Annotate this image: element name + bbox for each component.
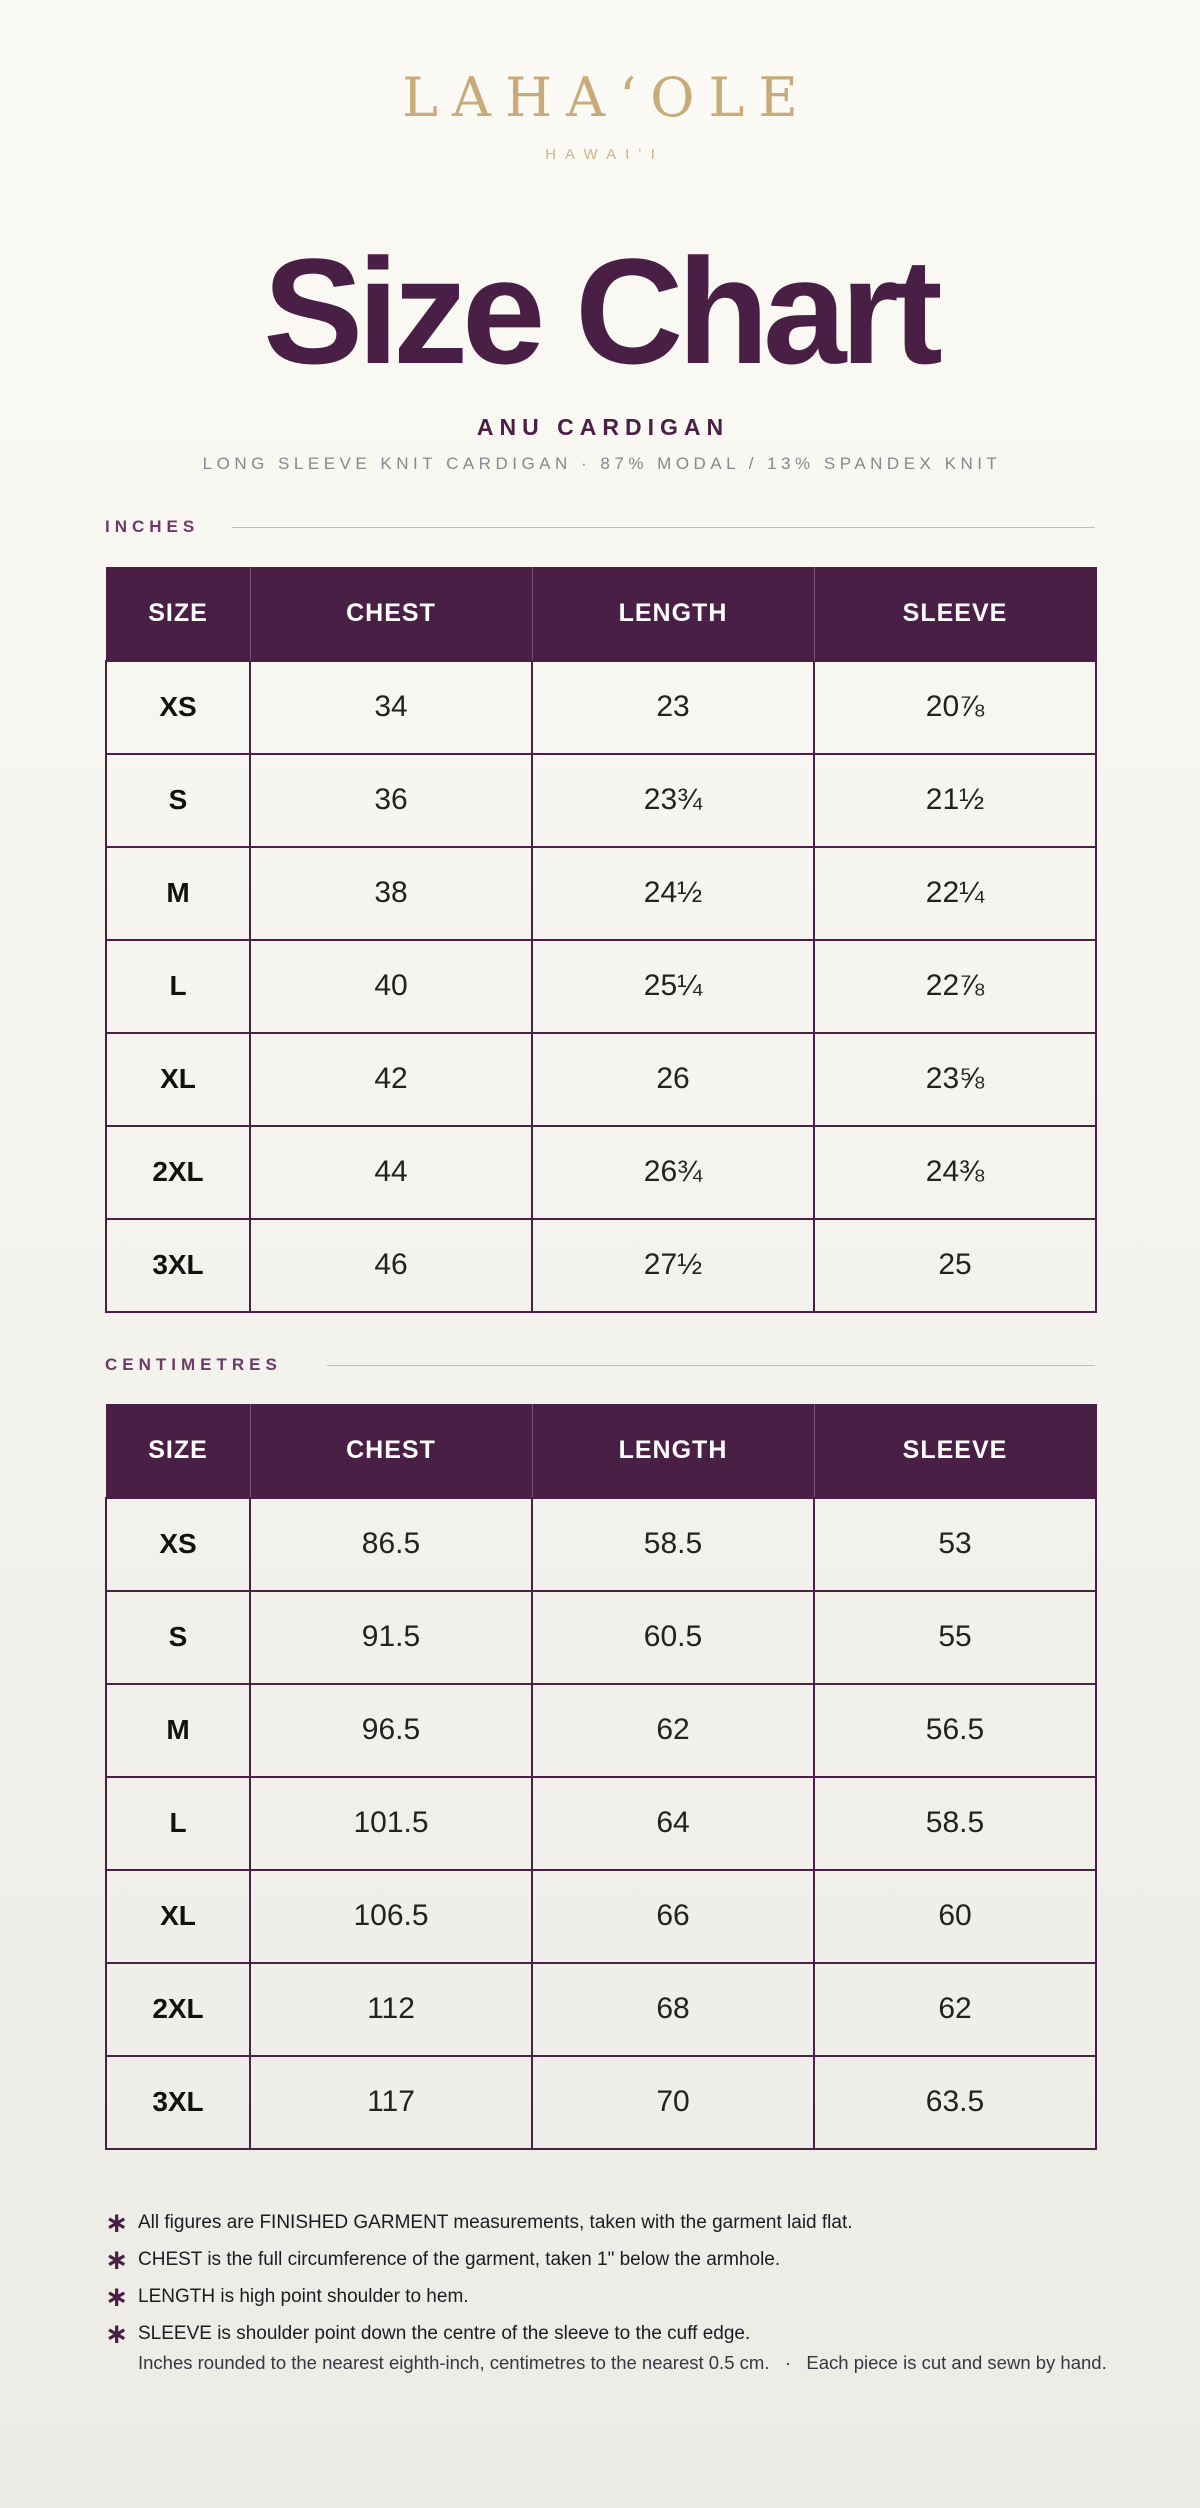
sleeve-cell: 21½ xyxy=(814,754,1096,847)
chest-cell: 117 xyxy=(250,2056,532,2149)
product-description: LONG SLEEVE KNIT CARDIGAN · 87% MODAL / 13% SPANDEX KNIT xyxy=(202,454,1002,473)
col-header-chest: CHEST xyxy=(250,568,532,661)
length-cell: 58.5 xyxy=(532,1498,814,1591)
size-cell: 3XL xyxy=(106,1219,250,1312)
sleeve-cell: 58.5 xyxy=(814,1777,1096,1870)
length-cell: 70 xyxy=(532,2056,814,2149)
centimetres-size-table xyxy=(105,1404,1097,2150)
table-row xyxy=(106,1591,1096,1684)
table-row xyxy=(106,847,1096,940)
col-header-size: SIZE xyxy=(106,1405,250,1498)
note-text: SLEEVE is shoulder point down the centre of the sleeve to the cuff edge. xyxy=(138,2322,751,2344)
chest-cell: 38 xyxy=(250,847,532,940)
size-cell: M xyxy=(106,847,250,940)
table-header-row xyxy=(106,568,1096,661)
table-row xyxy=(106,1126,1096,1219)
length-cell: 27½ xyxy=(532,1219,814,1312)
note-item xyxy=(105,2315,1195,2352)
note-text: All figures are FINISHED GARMENT measurements, taken with the garment laid flat. xyxy=(138,2211,853,2233)
sleeve-cell: 56.5 xyxy=(814,1684,1096,1777)
chest-cell: 34 xyxy=(250,661,532,754)
asterisk-icon: ∗ xyxy=(105,2317,129,2349)
length-cell: 25¼ xyxy=(532,940,814,1033)
chest-cell: 101.5 xyxy=(250,1777,532,1870)
col-header-size: SIZE xyxy=(106,568,250,661)
table-row xyxy=(106,1498,1096,1591)
table-row xyxy=(106,1219,1096,1312)
note-item xyxy=(105,2204,1195,2241)
page-title: Size Chart xyxy=(263,227,937,395)
sleeve-cell: 60 xyxy=(814,1870,1096,1963)
col-header-length: LENGTH xyxy=(532,568,814,661)
size-cell: 2XL xyxy=(106,1963,250,2056)
note-item xyxy=(105,2278,1195,2315)
footnote: Inches rounded to the nearest eighth-inch, centimetres to the nearest 0.5 cm. · Each piece is cut and sewn by hand. xyxy=(138,2352,1107,2373)
note-item xyxy=(105,2241,1195,2278)
length-cell: 23 xyxy=(532,661,814,754)
sleeve-cell: 22¼ xyxy=(814,847,1096,940)
table-row xyxy=(106,1963,1096,2056)
brand-logo: LAHAʻOLE xyxy=(402,66,812,129)
col-header-length: LENGTH xyxy=(532,1405,814,1498)
product-name: ANU CARDIGAN xyxy=(476,414,730,440)
length-cell: 26¾ xyxy=(532,1126,814,1219)
table-row xyxy=(106,2056,1096,2149)
length-cell: 60.5 xyxy=(532,1591,814,1684)
sleeve-cell: 62 xyxy=(814,1963,1096,2056)
sleeve-cell: 22⅞ xyxy=(814,940,1096,1033)
notes-list xyxy=(105,2204,1195,2352)
size-cell: 2XL xyxy=(106,1126,250,1219)
asterisk-icon: ∗ xyxy=(105,2206,129,2238)
table-row xyxy=(106,1777,1096,1870)
chest-cell: 86.5 xyxy=(250,1498,532,1591)
note-text: CHEST is the full circumference of the garment, taken 1" below the armhole. xyxy=(138,2248,781,2270)
inches-divider xyxy=(232,527,1095,528)
size-cell: XS xyxy=(106,1498,250,1591)
size-cell: XS xyxy=(106,661,250,754)
chest-cell: 112 xyxy=(250,1963,532,2056)
col-header-chest: CHEST xyxy=(250,1405,532,1498)
length-cell: 66 xyxy=(532,1870,814,1963)
asterisk-icon: ∗ xyxy=(105,2280,129,2312)
brand-tagline: HAWAIʻI xyxy=(545,146,664,163)
chest-cell: 96.5 xyxy=(250,1684,532,1777)
chest-cell: 40 xyxy=(250,940,532,1033)
chest-cell: 106.5 xyxy=(250,1870,532,1963)
centimetres-section-label: CENTIMETRES xyxy=(105,1355,282,1374)
table-row xyxy=(106,661,1096,754)
table-header-row xyxy=(106,1405,1096,1498)
chest-cell: 36 xyxy=(250,754,532,847)
col-header-sleeve: SLEEVE xyxy=(814,1405,1096,1498)
size-cell: L xyxy=(106,940,250,1033)
chest-cell: 46 xyxy=(250,1219,532,1312)
chest-cell: 91.5 xyxy=(250,1591,532,1684)
table-row xyxy=(106,1033,1096,1126)
inches-size-table xyxy=(105,567,1097,1313)
centimetres-divider xyxy=(327,1365,1095,1366)
length-cell: 62 xyxy=(532,1684,814,1777)
inches-section-label: INCHES xyxy=(105,517,200,536)
length-cell: 26 xyxy=(532,1033,814,1126)
sleeve-cell: 23⅝ xyxy=(814,1033,1096,1126)
size-cell: 3XL xyxy=(106,2056,250,2149)
col-header-sleeve: SLEEVE xyxy=(814,568,1096,661)
size-cell: XL xyxy=(106,1870,250,1963)
sleeve-cell: 25 xyxy=(814,1219,1096,1312)
size-cell: XL xyxy=(106,1033,250,1126)
sleeve-cell: 63.5 xyxy=(814,2056,1096,2149)
table-row xyxy=(106,754,1096,847)
length-cell: 23¾ xyxy=(532,754,814,847)
table-row xyxy=(106,1870,1096,1963)
sleeve-cell: 24⅜ xyxy=(814,1126,1096,1219)
size-cell: L xyxy=(106,1777,250,1870)
chest-cell: 44 xyxy=(250,1126,532,1219)
chest-cell: 42 xyxy=(250,1033,532,1126)
asterisk-icon: ∗ xyxy=(105,2243,129,2275)
sleeve-cell: 55 xyxy=(814,1591,1096,1684)
length-cell: 64 xyxy=(532,1777,814,1870)
size-cell: M xyxy=(106,1684,250,1777)
sleeve-cell: 20⅞ xyxy=(814,661,1096,754)
length-cell: 24½ xyxy=(532,847,814,940)
size-cell: S xyxy=(106,754,250,847)
sleeve-cell: 53 xyxy=(814,1498,1096,1591)
size-cell: S xyxy=(106,1591,250,1684)
note-text: LENGTH is high point shoulder to hem. xyxy=(138,2285,469,2307)
table-row xyxy=(106,1684,1096,1777)
table-row xyxy=(106,940,1096,1033)
length-cell: 68 xyxy=(532,1963,814,2056)
